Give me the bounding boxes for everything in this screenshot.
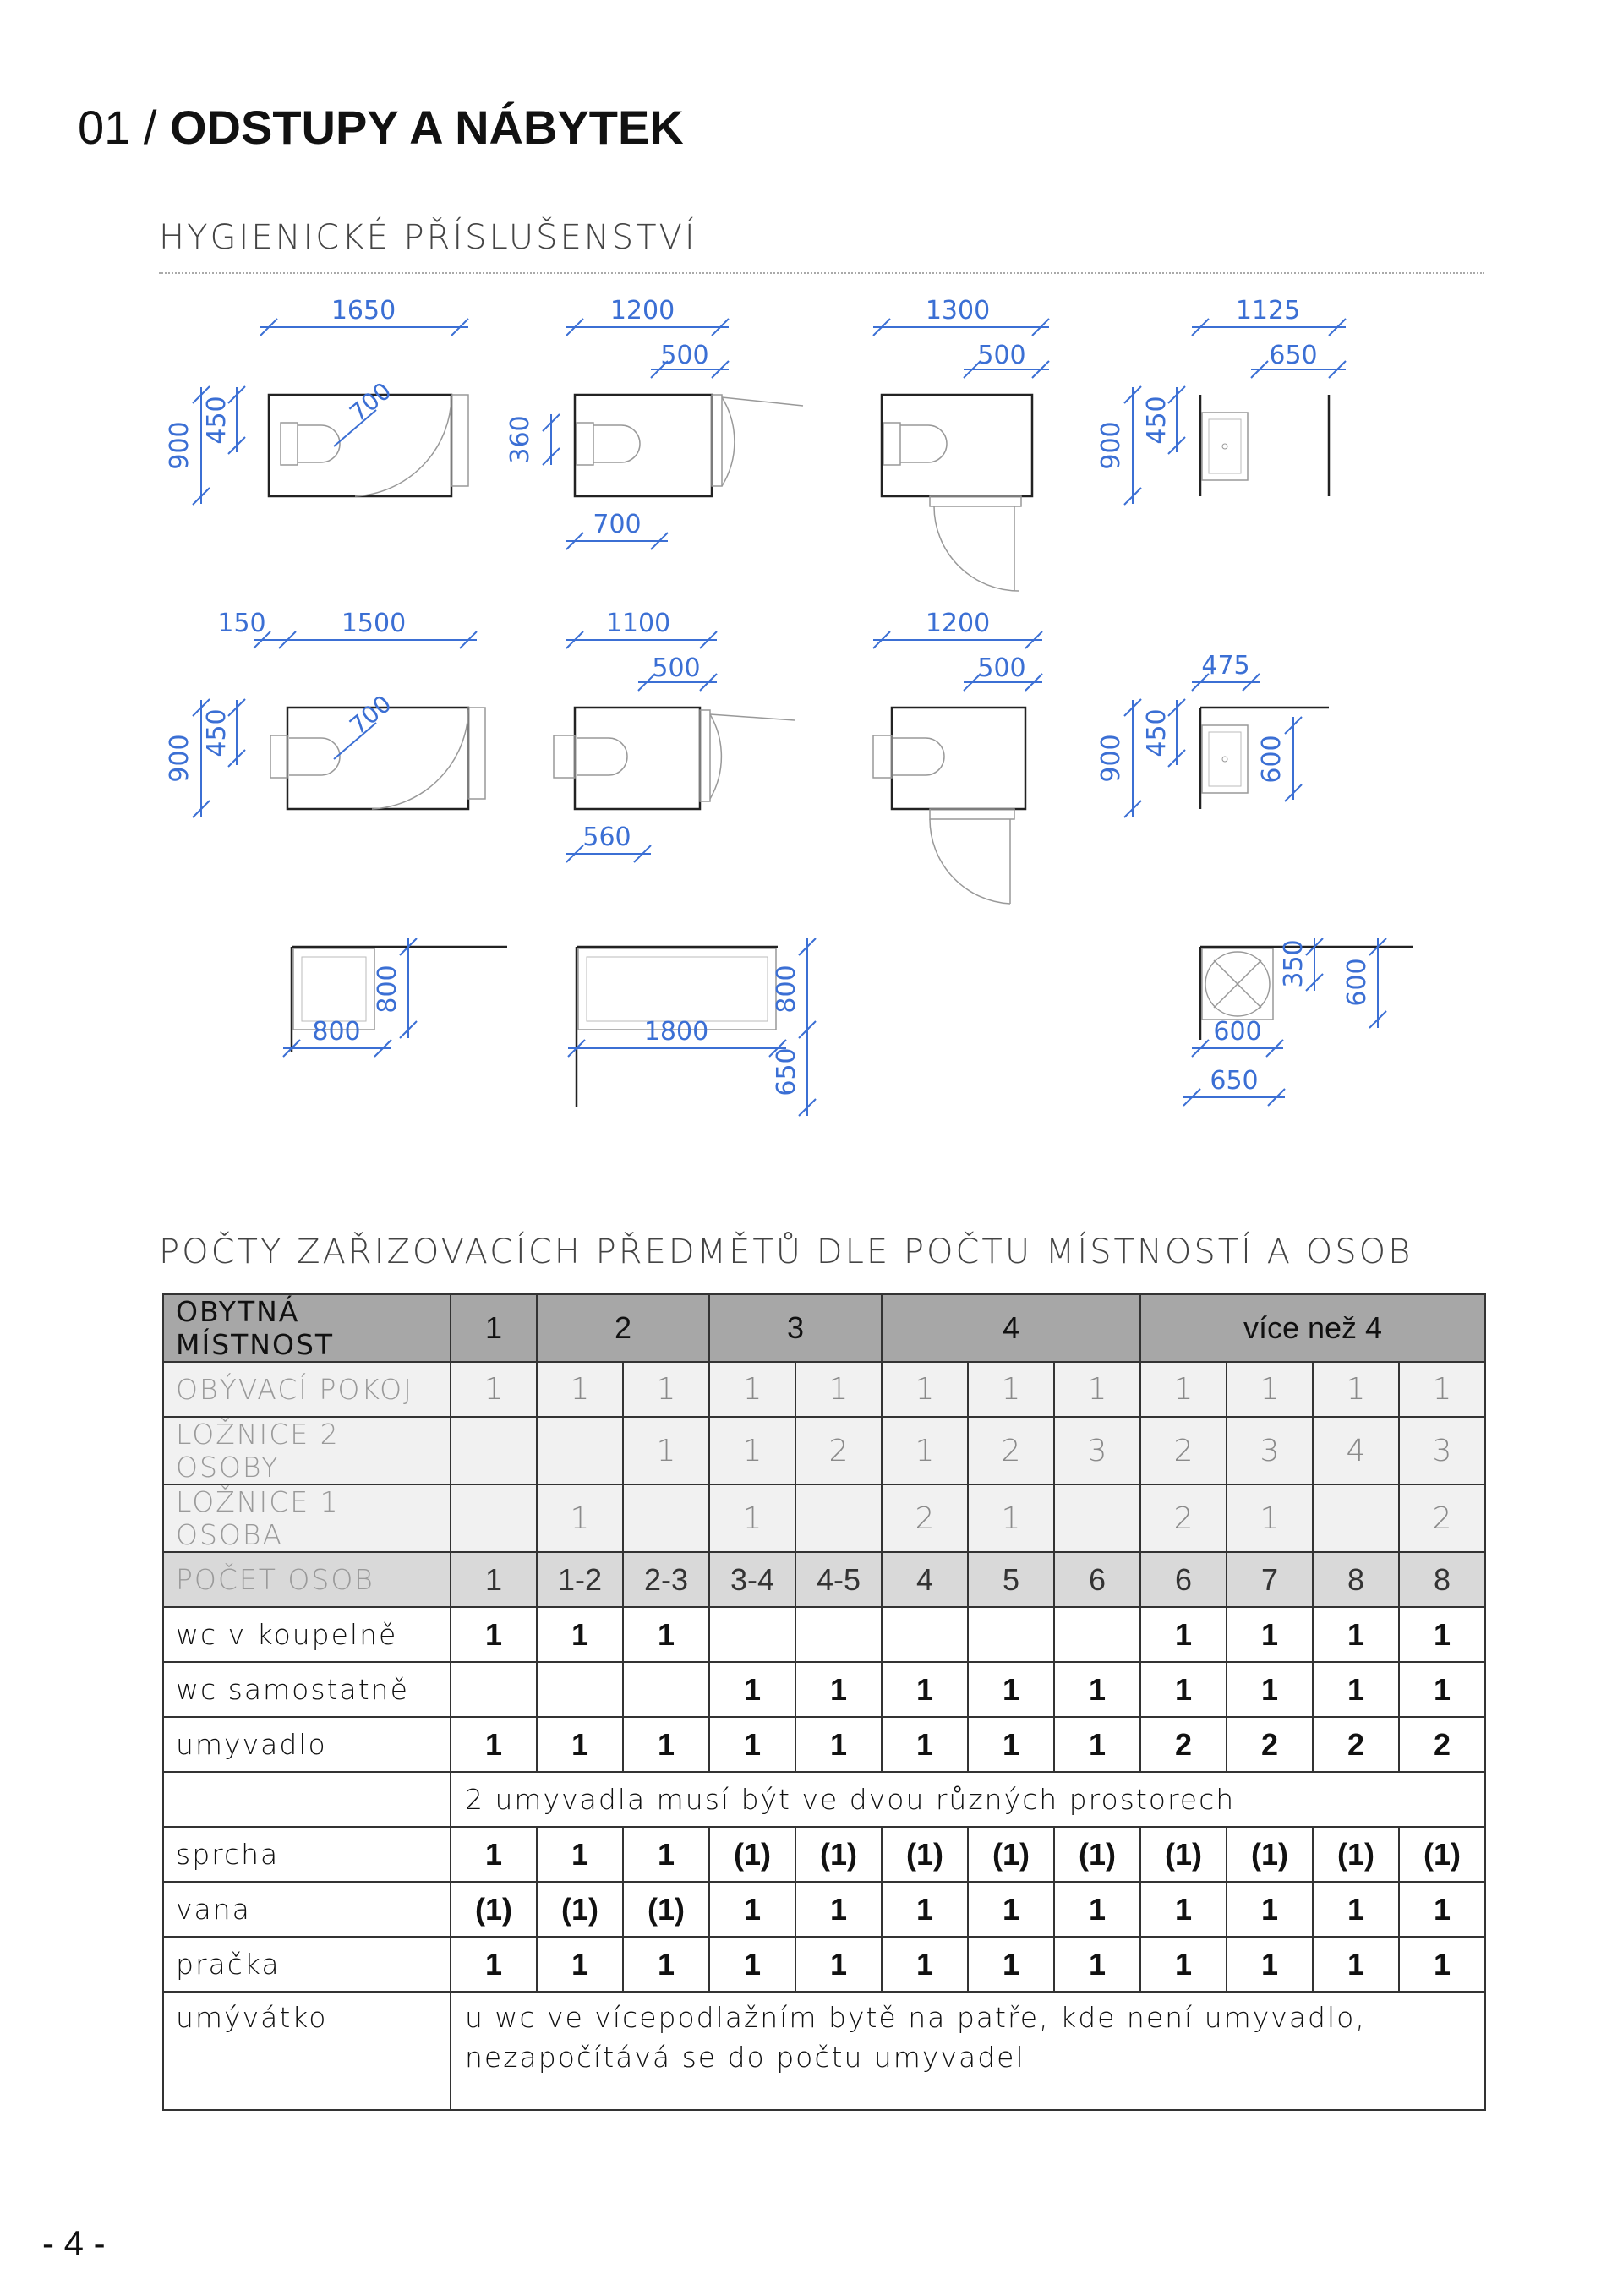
table-cell (451, 1484, 537, 1552)
table-cell: 2 (1140, 1484, 1227, 1552)
table-cell: 3 (1227, 1417, 1313, 1484)
table-cell: 1 (537, 1717, 623, 1772)
dim-1800: 1800 (643, 1017, 709, 1047)
table-cell: 1 (1399, 1362, 1485, 1417)
table-cell: 1 (1140, 1662, 1227, 1717)
dim-900d: 900 (165, 734, 194, 783)
table-cell: 1 (1140, 1607, 1227, 1662)
page-number: - 4 - (42, 2223, 106, 2263)
table-cell: 8 (1399, 1552, 1485, 1607)
table-cell: 2 (1140, 1717, 1227, 1772)
table-cell: 2-3 (623, 1552, 709, 1607)
table-cell: 2 (795, 1417, 882, 1484)
dim-700-diag: 700 (344, 376, 397, 428)
table-row-note (163, 1992, 1485, 2110)
dim-500e: 500 (977, 653, 1026, 683)
header-group: 2 (537, 1294, 709, 1362)
table-cell: (1) (795, 1827, 882, 1882)
row-label: vana (163, 1882, 451, 1937)
row-note (451, 1992, 1485, 2110)
page-title (78, 100, 684, 155)
table-cell (795, 1607, 882, 1662)
row-label: LOŽNICE 1 OSOBA (163, 1484, 451, 1552)
table-row (163, 1552, 1485, 1607)
table-cell: 1 (1399, 1662, 1485, 1717)
table-cell: 1 (623, 1717, 709, 1772)
wc-layout-6 (873, 708, 1025, 904)
row-note: 2 umyvadla musí být ve dvou různých prostorech (451, 1772, 1485, 1827)
dim-600h: 600 (1213, 1017, 1262, 1047)
table-row (163, 1362, 1485, 1417)
washer-dims (1183, 938, 1386, 1106)
table-row (163, 1882, 1485, 1937)
table-cell: (1) (1313, 1827, 1399, 1882)
table-cell (1313, 1484, 1399, 1552)
table-cell (537, 1417, 623, 1484)
table-cell: (1) (1054, 1827, 1140, 1882)
washbasin-layout-1 (1200, 395, 1329, 496)
floor-plan-drawings (0, 287, 1623, 1150)
table-cell: 6 (1140, 1552, 1227, 1607)
table-cell: 5 (968, 1552, 1054, 1607)
table-cell (623, 1662, 709, 1717)
table-cell: 2 (1399, 1484, 1485, 1552)
dim-560: 560 (582, 823, 631, 852)
row-label: wc samostatně (163, 1662, 451, 1717)
table-cell: 1 (623, 1607, 709, 1662)
table-cell: 1 (537, 1827, 623, 1882)
table-cell: 1 (968, 1717, 1054, 1772)
wc-layout-3-dims (873, 296, 1049, 378)
table-cell: 1 (795, 1362, 882, 1417)
table-cell: 1 (1227, 1882, 1313, 1937)
table-cell: 1 (1054, 1882, 1140, 1937)
table-cell: 1 (882, 1362, 968, 1417)
title-number: 01 / (78, 101, 157, 154)
dim-1200b: 1200 (925, 609, 991, 638)
dim-450d: 450 (202, 708, 232, 757)
row-label: pračka (163, 1937, 451, 1992)
table-row (163, 1937, 1485, 1992)
table-cell: 1 (968, 1937, 1054, 1992)
table-cell: 1 (795, 1717, 882, 1772)
table-cell (709, 1607, 795, 1662)
row-label: LOŽNICE 2 OSOBY (163, 1417, 451, 1484)
table-cell: 1 (795, 1937, 882, 1992)
table-cell: 1 (451, 1827, 537, 1882)
table-cell: 1 (709, 1717, 795, 1772)
dim-450e: 450 (1142, 708, 1172, 757)
table-cell: 1 (709, 1882, 795, 1937)
table-cell: 1 (1313, 1362, 1399, 1417)
table-cell (451, 1417, 537, 1484)
note-line-1: u wc ve vícepodlažním bytě na patře, kde není umyvadlo, (465, 2001, 1366, 2034)
dim-650: 650 (1269, 341, 1318, 370)
table-cell (1054, 1607, 1140, 1662)
table-cell: 1 (709, 1662, 795, 1717)
dim-900: 900 (165, 421, 194, 470)
table-cell: 1 (795, 1882, 882, 1937)
table-cell: 2 (1313, 1717, 1399, 1772)
table-cell: 1 (1054, 1362, 1140, 1417)
table-cell: 1 (623, 1937, 709, 1992)
table-cell: 1 (882, 1417, 968, 1484)
wc-layout-5 (554, 708, 795, 809)
table-cell: 1 (451, 1362, 537, 1417)
table-cell: 1 (1313, 1607, 1399, 1662)
dim-450: 450 (202, 396, 232, 445)
table-cell: 1 (1227, 1662, 1313, 1717)
table-cell: (1) (451, 1882, 537, 1937)
header-group: 1 (451, 1294, 537, 1362)
table-cell: 8 (1313, 1552, 1399, 1607)
table-cell: 1 (1054, 1717, 1140, 1772)
wc-layout-3 (882, 395, 1032, 591)
dim-500b: 500 (977, 341, 1026, 370)
wc-layout-2-dims (505, 296, 729, 549)
table-row (163, 1827, 1485, 1882)
wc-layout-6-dims (873, 609, 1042, 691)
table-cell: 1 (968, 1484, 1054, 1552)
bathtub-dims (568, 938, 816, 1116)
table-cell: 1 (623, 1827, 709, 1882)
wc-layout-4-dims (165, 609, 477, 817)
table-row (163, 1662, 1485, 1717)
table-cell: 1-2 (537, 1552, 623, 1607)
table-cell (623, 1484, 709, 1552)
wc-layout-2 (575, 395, 803, 496)
shower-tray-dims (283, 938, 417, 1057)
table-cell: 1 (623, 1362, 709, 1417)
header-label: OBYTNÁ MÍSTNOST (163, 1294, 451, 1362)
table-cell: (1) (1399, 1827, 1485, 1882)
table-cell: 1 (1313, 1662, 1399, 1717)
table-cell: 3-4 (709, 1552, 795, 1607)
row-label: wc v koupelně (163, 1607, 451, 1662)
table-cell (1054, 1484, 1140, 1552)
header-group: 4 (882, 1294, 1140, 1362)
table-cell: 1 (537, 1937, 623, 1992)
table-cell: (1) (1227, 1827, 1313, 1882)
table-cell: 1 (1399, 1937, 1485, 1992)
table-cell: 2 (882, 1484, 968, 1552)
table-cell: 2 (1399, 1717, 1485, 1772)
dim-350: 350 (1279, 939, 1309, 988)
table-cell: 1 (1313, 1937, 1399, 1992)
dim-700-diag-b: 700 (344, 689, 397, 741)
table-cell: 1 (709, 1937, 795, 1992)
wc-layout-1-dims (165, 296, 468, 505)
row-label (163, 1772, 451, 1827)
section-heading-counts: POČTY ZAŘIZOVACÍCH PŘEDMĚTŮ DLE POČTU MÍSTNOSTÍ A OSOB (159, 1233, 1413, 1271)
table-cell: 7 (1227, 1552, 1313, 1607)
table-cell: 1 (1227, 1937, 1313, 1992)
table-cell: 1 (1227, 1362, 1313, 1417)
dim-900c: 900 (1096, 421, 1126, 470)
dim-360: 360 (505, 415, 535, 464)
table-cell: (1) (623, 1882, 709, 1937)
table-cell: 1 (537, 1362, 623, 1417)
fixtures-table (162, 1293, 1486, 2111)
table-row-note (163, 1772, 1485, 1827)
dim-1100: 1100 (605, 609, 671, 638)
table-cell: 1 (623, 1417, 709, 1484)
dim-1300: 1300 (925, 296, 991, 325)
table-cell: 2 (968, 1417, 1054, 1484)
row-label: umývátko (163, 1992, 451, 2110)
table-cell: 1 (1399, 1607, 1485, 1662)
dotted-divider (159, 272, 1484, 274)
table-cell: 1 (882, 1937, 968, 1992)
table-cell: 1 (1227, 1607, 1313, 1662)
dim-475: 475 (1201, 651, 1250, 681)
dim-800b: 800 (772, 965, 801, 1014)
table-cell (882, 1607, 968, 1662)
table-row (163, 1607, 1485, 1662)
table-cell: 3 (1054, 1417, 1140, 1484)
table-cell: 1 (882, 1662, 968, 1717)
section-heading-hygiene: HYGIENICKÉ PŘÍSLUŠENSTVÍ (159, 218, 697, 257)
table-cell: 1 (882, 1717, 968, 1772)
table-cell: 1 (1313, 1882, 1399, 1937)
table-cell: 1 (709, 1362, 795, 1417)
table-cell: 1 (709, 1484, 795, 1552)
row-label: OBÝVACÍ POKOJ (163, 1362, 451, 1417)
dim-1650: 1650 (331, 296, 396, 325)
header-group: 3 (709, 1294, 882, 1362)
dim-800: 800 (312, 1017, 361, 1047)
header-group: více než 4 (1140, 1294, 1485, 1362)
row-label: POČET OSOB (163, 1552, 451, 1607)
table-cell: 1 (1399, 1882, 1485, 1937)
table-header-row (163, 1294, 1485, 1362)
table-cell: 1 (795, 1662, 882, 1717)
table-cell (795, 1484, 882, 1552)
table-cell: 1 (1140, 1937, 1227, 1992)
table-row (163, 1417, 1485, 1484)
table-cell: 1 (968, 1882, 1054, 1937)
table-cell: 1 (882, 1882, 968, 1937)
table-cell: (1) (537, 1882, 623, 1937)
dim-150: 150 (217, 609, 266, 638)
dim-1200: 1200 (609, 296, 675, 325)
table-cell (968, 1607, 1054, 1662)
dim-600v: 600 (1342, 958, 1372, 1007)
dim-1125: 1125 (1235, 296, 1301, 325)
row-label: umyvadlo (163, 1717, 451, 1772)
table-cell: 4 (1313, 1417, 1399, 1484)
table-cell: 1 (1140, 1882, 1227, 1937)
dim-650b: 650 (772, 1047, 801, 1096)
table-cell: 1 (537, 1484, 623, 1552)
table-cell: 2 (1227, 1717, 1313, 1772)
table-cell: (1) (1140, 1827, 1227, 1882)
note-line-2: nezapočítává se do počtu umyvadel (465, 2041, 1025, 2074)
dim-650c: 650 (1210, 1066, 1259, 1096)
table-cell: (1) (882, 1827, 968, 1882)
table-cell: (1) (709, 1827, 795, 1882)
table-cell: 2 (1140, 1417, 1227, 1484)
table-cell: 1 (1227, 1484, 1313, 1552)
table-cell: 1 (451, 1717, 537, 1772)
dim-1500: 1500 (341, 609, 407, 638)
table-cell: 4 (882, 1552, 968, 1607)
title-bold: ODSTUPY A NÁBYTEK (169, 101, 684, 154)
table-cell: 1 (968, 1362, 1054, 1417)
table-cell (537, 1662, 623, 1717)
table-row (163, 1717, 1485, 1772)
table-cell: 1 (1054, 1662, 1140, 1717)
dim-700: 700 (593, 510, 642, 539)
table-cell: 1 (1140, 1362, 1227, 1417)
wc-layout-5-dims (566, 609, 717, 862)
washbasin-layout-2-dims (1096, 651, 1302, 817)
table-cell: 4-5 (795, 1552, 882, 1607)
dim-500d: 500 (652, 653, 701, 683)
table-cell: (1) (968, 1827, 1054, 1882)
table-cell: 3 (1399, 1417, 1485, 1484)
dim-800v: 800 (373, 965, 402, 1014)
table-cell: 1 (968, 1662, 1054, 1717)
table-cell: 1 (709, 1417, 795, 1484)
table-cell: 1 (451, 1937, 537, 1992)
table-cell: 1 (537, 1607, 623, 1662)
dim-450c: 450 (1142, 396, 1172, 445)
row-label: sprcha (163, 1827, 451, 1882)
table-row (163, 1484, 1485, 1552)
table-cell: 1 (1054, 1937, 1140, 1992)
table-cell: 1 (451, 1552, 537, 1607)
dim-600: 600 (1257, 735, 1287, 784)
dim-900e: 900 (1096, 734, 1126, 783)
table-cell (451, 1662, 537, 1717)
table-cell: 1 (451, 1607, 537, 1662)
dim-500: 500 (660, 341, 709, 370)
table-cell: 6 (1054, 1552, 1140, 1607)
